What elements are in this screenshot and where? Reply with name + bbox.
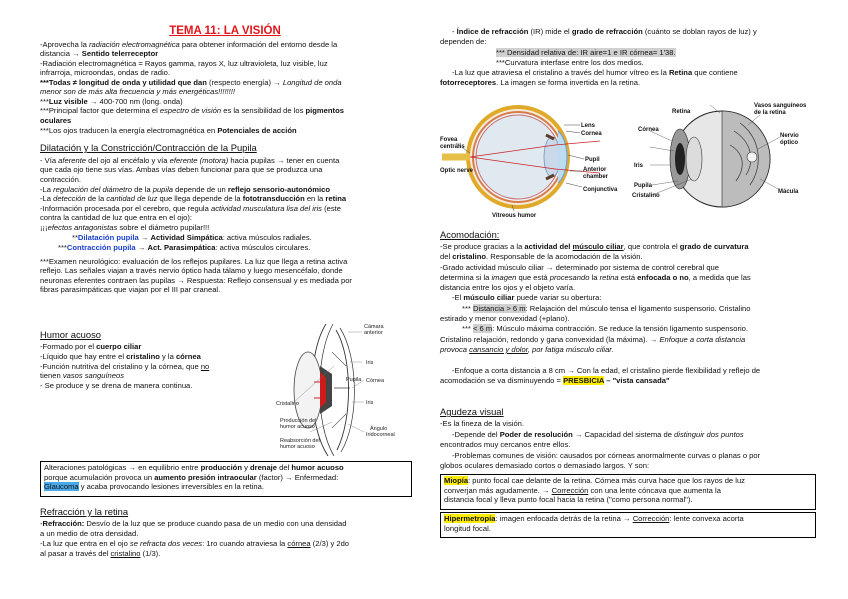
box-line: distancia focal y lleva punto focal hacia la retina ("como persona normal"). [444, 495, 693, 504]
label-cornea: Cornea [581, 131, 602, 137]
dilatacion-line: neuronas eferentes contraen las pupilas → Respuesta: Reflejo consensual y es mediada por [40, 276, 352, 285]
refraccion-line: -Refracción: Desvío de la luz que se produce cuando pasa de un medio con una densidad [40, 519, 347, 528]
dilatacion-line: ***Contracción pupila → Act. Parasimpática: activa músculos circulares. [58, 243, 311, 252]
humor-line: -Función nutritiva del cristalino y la córnea, que no [40, 362, 210, 371]
miopia-highlight: Miopía [444, 476, 469, 485]
label-anterior-2: chamber [583, 174, 609, 180]
label-reabs-2: humor acuoso [280, 444, 315, 450]
dilatacion-line: contracción. [40, 175, 81, 184]
refraccion-line: al pasar a través del cristalino (1/3). [40, 549, 161, 558]
label-vitreous: Vitreous humor [492, 213, 537, 219]
section-heading: Acomodación: [440, 229, 500, 240]
agudeza-line: -Depende del Poder de resolución → Capacidad del sistema de distinguir dos puntos [452, 430, 744, 439]
label-pupil: Pupil [585, 157, 600, 163]
label-camara: Cámara [364, 324, 384, 330]
label-fovea-1: Fovea [440, 137, 458, 143]
acomodacion-line: -El músculo ciliar puede variar su obertura: [452, 293, 602, 302]
refraccion-line: -La luz que entra en el ojo se refracta dos veces: 1ro cuando atraviesa la córnea (2/3) y 2do [40, 539, 350, 548]
dilatacion-line: ***Examen neurológico: evaluación de los reflejos pupilares. La luz que llega a retina activa [40, 257, 348, 266]
label-iris: Iris [366, 360, 374, 366]
acomodacion-line: *** Distancia > 6 m: Relajación del músculo tensa el ligamento suspensorio. Cristalino [462, 304, 751, 313]
humor-acuoso-diagram [274, 322, 412, 458]
eye-3d-diagram [630, 101, 815, 219]
section-heading: Humor acuoso [40, 329, 101, 340]
acomodacion-line: provoca cansancio y dolor, por fatiga músculo ciliar. [440, 345, 614, 354]
acomodacion-line: determina si la imagen que está procesando la retina está enfocada o no, a medida que las [440, 273, 751, 282]
acomodacion-line: acomodación se va disminuyendo = PRESBICIA – "vista cansada" [440, 376, 670, 385]
intro-line: -Aprovecha la radiación electromagnética para obtener información del entorno desde la [40, 40, 338, 49]
label-nervio-2: óptico [780, 140, 798, 146]
intro-line: menor son de más alta frecuencia y más energéticas!!!!!!!! [40, 87, 235, 96]
label-angulo-2: Iridocorneal [366, 432, 395, 438]
label-produccion-1: Producción del [280, 418, 317, 424]
acomodacion-line: -Grado actividad músculo ciliar → determinado por sistema de control cerebral que [440, 263, 719, 272]
hipermetropia-highlight: Hipermetropía [444, 514, 496, 523]
label-produccion-2: humor acuoso [280, 424, 315, 430]
label-angulo-1: Ángulo [370, 426, 388, 432]
acomodacion-line: -Enfoque a corta distancia a 8 cm → Con la edad, el cristalino pierde flexibilidad y reflejo de [452, 366, 761, 375]
box-line: Miopía: punto focal cae delante de la retina. Córnea más curva hace que los rayos de luz [444, 476, 745, 485]
eye-cross-section-diagram [440, 101, 622, 219]
box-line: Hipermetropía: imagen enfocada detrás de la retina → Corrección: lente convexa acorta [444, 514, 744, 523]
section-heading: Dilatación y la Constricción/Contracción de la Pupila [40, 142, 257, 153]
acomodacion-line: del cristalino. Responsable de la acomodación de la visión. [440, 252, 643, 261]
label-anterior-1: Anterior [583, 167, 607, 173]
section-heading: Refracción y la retina [40, 506, 129, 517]
label-iris: Iris [634, 163, 644, 169]
dilatacion-line: -La regulación del diámetro de la pupila depende de un reflejo sensorio-autonómico [40, 185, 331, 194]
dilatacion-line: fibras parasimpáticas que viajan por el III par craneal. [40, 285, 221, 294]
intro-line: -Radiación electromagnética = Rayos gamma, rayos X, luz ultravioleta, luz visible, luz [40, 59, 328, 68]
indice-line: -La luz que atraviesa el cristalino a través del humor vítreo es la Retina que contiene [452, 68, 738, 77]
dilatacion-line: -Información procesada por el cerebro, que regula actividad musculatura lisa del iris (este [40, 204, 341, 213]
box-line: Glaucoma y acaba provocando lesiones irreversibles en la retina. [44, 482, 264, 491]
indice-line: dependen de: [440, 37, 487, 46]
humor-line: - Se produce y se drena de manera continua. [40, 381, 193, 390]
label-anterior: anterior [364, 330, 383, 336]
intro-line: ***Los ojos traducen la energía electromagnética en Potenciales de acción [40, 126, 297, 135]
refraccion-line: a un medio de otra densidad. [40, 529, 139, 538]
label-conjunctiva: Conjunctiva [583, 187, 618, 193]
intro-line: ***Principal factor que determina el espectro de visión es la sensibilidad de los pigmentos [40, 106, 344, 115]
acomodacion-line: -Se produce gracias a la actividad del músculo ciliar, que controla el grado de curvatura [440, 242, 749, 251]
box-line: porque acumulación provoca un aumento presión intraocular (factor) → Enfermedad: [44, 472, 339, 482]
humor-line: -Líquido que hay entre el cristalino y la córnea [40, 352, 201, 361]
right-column [440, 0, 815, 599]
label-pupila: Pupila [346, 377, 362, 383]
label-cristalino: Cristalino [632, 193, 660, 199]
acomodacion-line: distancia entre los ojos y el objeto varía. [440, 283, 576, 292]
indice-line: ***Curvatura interfase entre los dos medios. [496, 58, 644, 67]
label-reabs-1: Reabsorción del [280, 438, 320, 444]
page-title: TEMA 11: LA VISIÓN [169, 25, 281, 37]
agudeza-line: -Problemas comunes de visión: causados por córneas anormalmente curvas o planas o por [452, 451, 761, 460]
agudeza-line: -Es la fineza de la visión. [440, 419, 524, 428]
indice-line: fotorreceptores. La imagen se forma invertida en la retina. [440, 78, 641, 87]
label-cornea: Córnea [638, 127, 659, 133]
dilatacion-line: que cada ojo tiene sus vías. Ambas vías deben funcionar para que se produzca una [40, 165, 323, 174]
label-cornea: Córnea [366, 378, 385, 384]
glaucoma-highlight: Glaucoma [44, 482, 79, 491]
label-vasos-1: Vasos sanguíneos [754, 103, 807, 109]
intro-line: infrarroja, microondas, ondas de radio. [40, 68, 171, 77]
dilatacion-line: contra la cantidad de luz que entra en el ojo): [40, 213, 192, 222]
label-vasos-2: de la retina [754, 110, 786, 116]
acomodacion-line: estirado y menor convexidad (+plano). [440, 314, 570, 323]
miopia-box [440, 474, 816, 510]
label-cristalino: Cristalino [276, 401, 299, 407]
label-fovea-2: centralis [440, 144, 465, 150]
glaucoma-box [40, 461, 412, 497]
label-optic-nerve: Optic nerve [440, 168, 474, 174]
box-line: longitud focal. [444, 523, 491, 533]
hipermetropia-box [440, 512, 816, 538]
left-column [40, 0, 410, 599]
acomodacion-line: *** < 6 m: Músculo máxima contracción. Se reduce la tensión ligamento suspensorio. [462, 324, 748, 333]
dilatacion-line: - Vía aferente del ojo al encéfalo y vía eferente (motora) hacia pupilas → tener en cuenta [40, 156, 340, 165]
presbicia-highlight: PRESBICIA [563, 376, 605, 385]
label-macula: Mácula [778, 189, 799, 195]
label-retina: Retina [672, 109, 691, 115]
intro-line: ***Todas ≠ longitud de onda y utilidad que dan (respecto energía) → Longitud de onda [40, 78, 342, 87]
intro-line: distancia → Sentido telerreceptor [40, 49, 159, 58]
agudeza-line: encontrados muy cercanos entre ellos. [440, 440, 571, 449]
acomodacion-line: Cristalino relajación, redondo y gana convexidad (la máxima). → Enfoque a corta distancia [440, 335, 746, 344]
section-heading: Agudeza visual [440, 406, 504, 417]
dilatacion-line: **Dilatación pupila → Actividad Simpática: activa músculos radiales. [72, 233, 312, 242]
label-nervio-1: Nervio [780, 133, 799, 139]
label-pupila: Pupila [634, 183, 653, 189]
dilatacion-line: reflejo. Las señales viajan a través nervio óptico hada tálamo y luego mesencéfalo, donde [40, 266, 343, 275]
indice-line: - Índice de refracción (IR) mide el grado de refracción (cuánto se doblan rayos de luz) y [452, 27, 757, 36]
humor-line: tienen vasos sanguíneos [40, 371, 125, 380]
dilatacion-line: -La detección de la cantidad de luz que llega depende de la fototransducción en la retina [40, 194, 347, 203]
label-lens: Lens [581, 123, 596, 129]
box-line: converjan más agudamente. → Corrección con una lente cóncava que aumenta la [444, 485, 721, 495]
intro-line: oculares [40, 116, 72, 125]
dilatacion-line: ¡¡¡efectos antagonistas sobre el diámetro pupilar!!! [40, 223, 210, 232]
indice-line: *** Densidad relativa de: IR aire=1 e IR córnea= 1'38. [496, 48, 676, 57]
label-iris-2: Iris [366, 400, 374, 406]
intro-line: ***Luz visible → 400-700 nm (long. onda) [40, 97, 183, 106]
box-line: Alteraciones patológicas → en equilibrio entre producción y drenaje del humor acuoso [44, 463, 344, 472]
humor-line: -Formado por el cuerpo ciliar [40, 342, 142, 351]
agudeza-line: globos oculares demasiado cortos o demasiado largos. Y son: [440, 461, 650, 470]
